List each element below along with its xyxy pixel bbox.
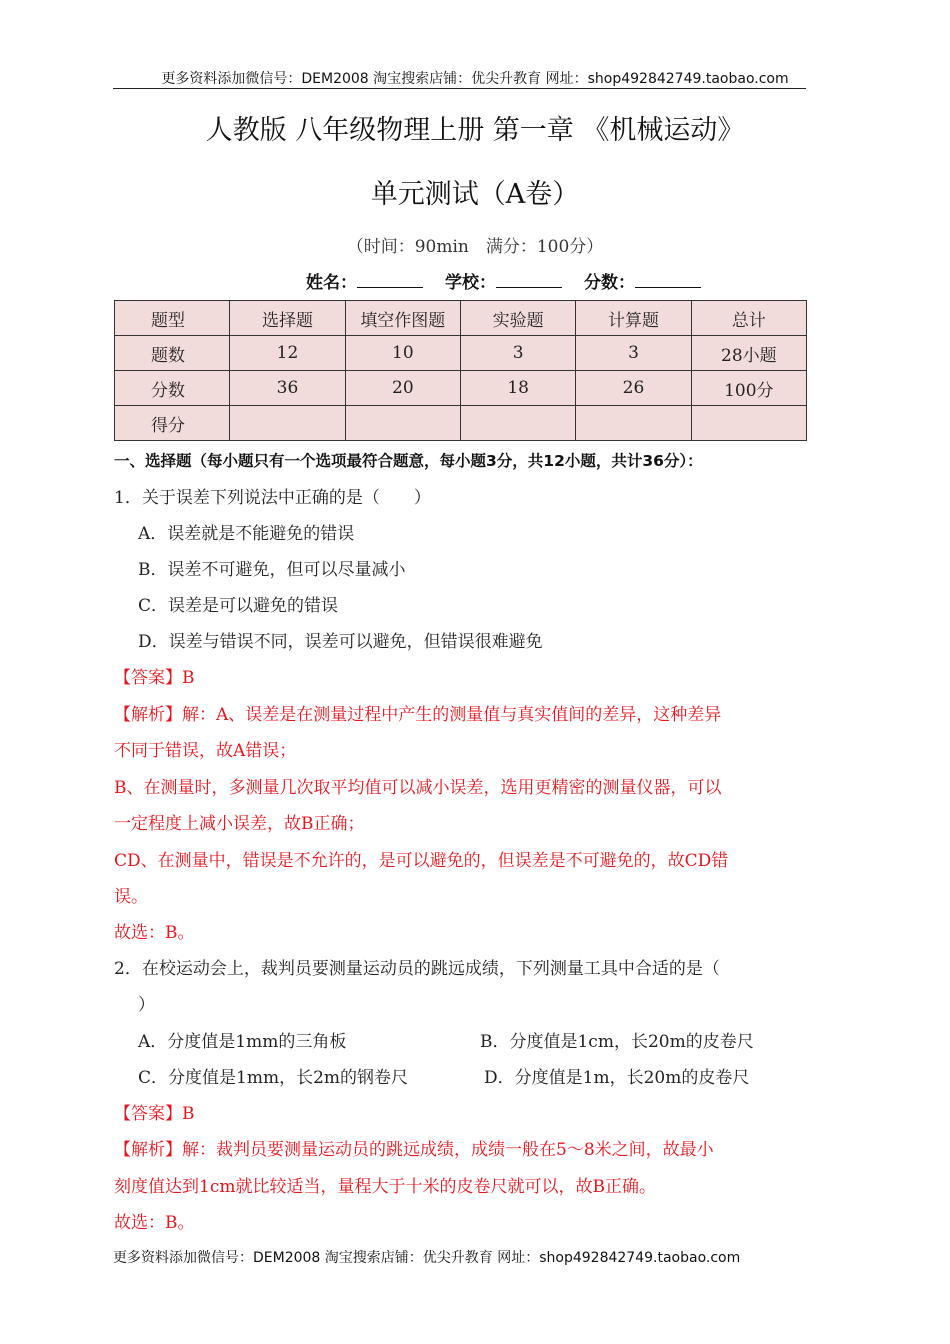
table-row [115, 336, 807, 371]
score-table-header [115, 301, 807, 336]
q1-analysis-line: CD、在测量中，错误是不允许的，是可以避免的，但误差是不可避免的，故CD错 [114, 851, 729, 871]
q2-conclusion: 故选：B。 [114, 1213, 195, 1233]
table-cell: 10 [345, 336, 460, 371]
score-input-cell[interactable] [691, 406, 806, 441]
table-cell: 12 [230, 336, 345, 371]
q1-analysis-line: 不同于错误，故A错误； [114, 741, 297, 761]
score-input-cell[interactable] [576, 406, 691, 441]
analysis-text: 解：裁判员要测量运动员的跳远成绩，成绩一般在5～8米之间，故最小 [182, 1140, 714, 1160]
doc-title: 人教版 八年级物理上册 第一章 《机械运动》 [205, 115, 745, 146]
analysis-text: 解：A、误差是在测量过程中产生的测量值与真实值间的差异，这种差异 [182, 705, 722, 725]
table-row [115, 371, 807, 406]
q2-analysis-line [114, 1135, 714, 1160]
table-row [115, 406, 807, 441]
school-blank[interactable] [496, 271, 562, 288]
q2-analysis-line: 刻度值达到1cm就比较适当，量程大于十米的皮卷尺就可以，故B正确。 [114, 1177, 656, 1197]
name-label: 姓名： [306, 273, 357, 293]
answer-value: B [182, 668, 195, 688]
table-cell: 26 [576, 371, 691, 406]
score-table [114, 300, 807, 441]
table-cell: 36 [230, 371, 345, 406]
page-header: 更多资料添加微信号：DEM2008 淘宝搜索店铺：优尖升教育 网址：shop492842749.taobao.com [161, 71, 789, 87]
score-blank[interactable] [635, 271, 701, 288]
q2-option-c: C．分度值是1mm，长2m的钢卷尺 [138, 1068, 408, 1088]
q1-option-b: B．误差不可避免，但可以尽量减小 [138, 560, 406, 580]
q1-option-d: D．误差与错误不同，误差可以避免，但错误很难避免 [138, 632, 543, 652]
analysis-label: 【解析】 [114, 1140, 182, 1160]
q1-analysis-line: 误。 [114, 887, 148, 907]
table-cell: 分数 [115, 371, 230, 406]
q2-stem-end: ） [138, 995, 155, 1015]
q1-answer [114, 663, 195, 688]
table-cell: 得分 [115, 406, 230, 441]
q2-option-a: A．分度值是1mm的三角板 [138, 1032, 347, 1052]
table-cell: 题数 [115, 336, 230, 371]
q1-option-c: C．误差是可以避免的错误 [138, 596, 339, 616]
score-label: 分数： [584, 273, 635, 293]
answer-value: B [182, 1104, 195, 1124]
doc-subtitle: 单元测试（A卷） [370, 179, 580, 210]
q1-analysis-line [114, 700, 721, 725]
name-blank[interactable] [357, 271, 423, 288]
q1-analysis-line: 一定程度上减小误差，故B正确； [114, 814, 365, 834]
q1-analysis-line: B、在测量时，多测量几次取平均值可以减小误差，选用更精密的测量仪器，可以 [114, 778, 722, 798]
table-cell: 20 [345, 371, 460, 406]
header-rule [113, 88, 806, 89]
q1-stem: 1．关于误差下列说法中正确的是（ ） [114, 488, 431, 508]
school-label: 学校： [445, 273, 496, 293]
q1-option-a: A．误差就是不能避免的错误 [138, 524, 355, 544]
q1-conclusion: 故选：B。 [114, 923, 195, 943]
q2-stem: 2．在校运动会上，裁判员要测量运动员的跳远成绩，下列测量工具中合适的是（ [114, 959, 720, 979]
table-cell: 实验题 [460, 301, 575, 336]
q2-answer [114, 1099, 195, 1124]
table-cell: 选择题 [230, 301, 345, 336]
analysis-label: 【解析】 [114, 705, 182, 725]
table-cell: 100分 [691, 371, 806, 406]
q2-option-d: D．分度值是1m，长20m的皮卷尺 [484, 1068, 750, 1088]
score-input-cell[interactable] [460, 406, 575, 441]
table-cell: 总计 [691, 301, 806, 336]
score-input-cell[interactable] [345, 406, 460, 441]
answer-label: 【答案】 [114, 668, 182, 688]
q2-option-b: B．分度值是1cm，长20m的皮卷尺 [480, 1032, 754, 1052]
student-info-row [306, 268, 701, 293]
table-cell: 3 [576, 336, 691, 371]
page-footer: 更多资料添加微信号：DEM2008 淘宝搜索店铺：优尖升教育 网址：shop492842749.taobao.com [113, 1250, 741, 1266]
section-title: 一、选择题（每小题只有一个选项最符合题意，每小题3分，共12小题，共计36分）： [114, 452, 703, 470]
table-cell: 题型 [115, 301, 230, 336]
answer-label: 【答案】 [114, 1104, 182, 1124]
table-cell: 计算题 [576, 301, 691, 336]
table-cell: 28小题 [691, 336, 806, 371]
table-cell: 3 [460, 336, 575, 371]
score-input-cell[interactable] [230, 406, 345, 441]
exam-info: （时间：90min 满分：100分） [346, 237, 604, 257]
table-cell: 18 [460, 371, 575, 406]
table-cell: 填空作图题 [345, 301, 460, 336]
